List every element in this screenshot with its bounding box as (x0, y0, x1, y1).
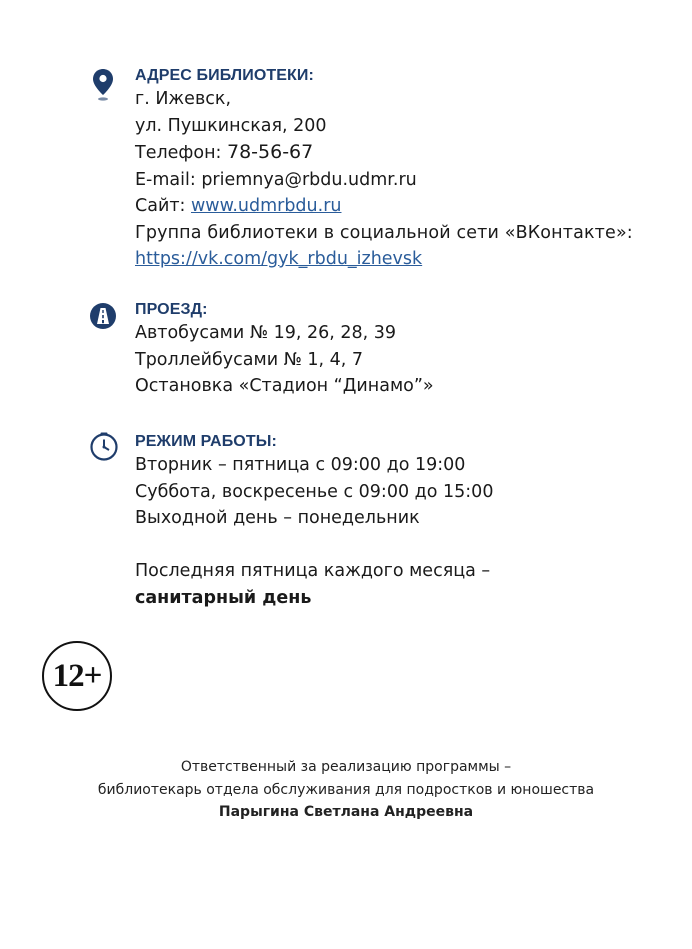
sanitary-note: Последняя пятница каждого месяца – (135, 561, 491, 581)
email-line: E-mail: priemnya@rbdu.udmr.ru (135, 169, 417, 190)
site-line (135, 193, 672, 220)
vk-group-link[interactable]: https://vk.com/gyk_rbdu_izhevsk (135, 249, 423, 269)
road-icon (89, 302, 117, 330)
age-rating-text: 12+ (52, 657, 102, 694)
responsible-name: Парыгина Светлана Андреевна (218, 804, 474, 820)
footer (0, 756, 692, 824)
address-heading: АДРЕС БИБЛИОТЕКИ: (135, 67, 314, 84)
sanitary-day: санитарный день (135, 587, 312, 608)
location-pin-icon (92, 68, 114, 102)
transport-heading: ПРОЕЗД: (135, 301, 208, 318)
footer-line1: Ответственный за реализацию программы – (180, 759, 512, 775)
hours-heading: РЕЖИМ РАБОТЫ: (135, 433, 277, 450)
spacer (135, 532, 672, 559)
group-line (135, 246, 672, 273)
clock-icon (89, 432, 119, 462)
city-line: г. Ижевск, (135, 89, 232, 109)
group-text: Группа библиотеки в социальной сети «ВКонтакте»: (135, 222, 633, 243)
stop-line: Остановка «Стадион “Динамо”» (135, 376, 434, 396)
weekdays-line: Вторник – пятница с 09:00 до 19:00 (135, 455, 466, 475)
dayoff-line: Выходной день – понедельник (135, 508, 420, 528)
phone-line (135, 139, 672, 167)
weekend-line: Суббота, воскресенье с 09:00 до 15:00 (135, 481, 494, 502)
site-label: Сайт: (135, 196, 191, 216)
footer-line2: библиотекарь отдела обслуживания для подростков и юношества (97, 781, 595, 798)
trolleys-line: Троллейбусами № 1, 4, 7 (135, 349, 364, 370)
age-rating-badge (42, 641, 112, 711)
phone-number: 78-56-67 (226, 141, 314, 163)
buses-line: Автобусами № 19, 26, 28, 39 (135, 323, 397, 343)
phone-label: Телефон: (135, 143, 227, 163)
street-line: ул. Пушкинская, 200 (135, 115, 327, 136)
site-link[interactable]: www.udmrbdu.ru (190, 196, 342, 216)
